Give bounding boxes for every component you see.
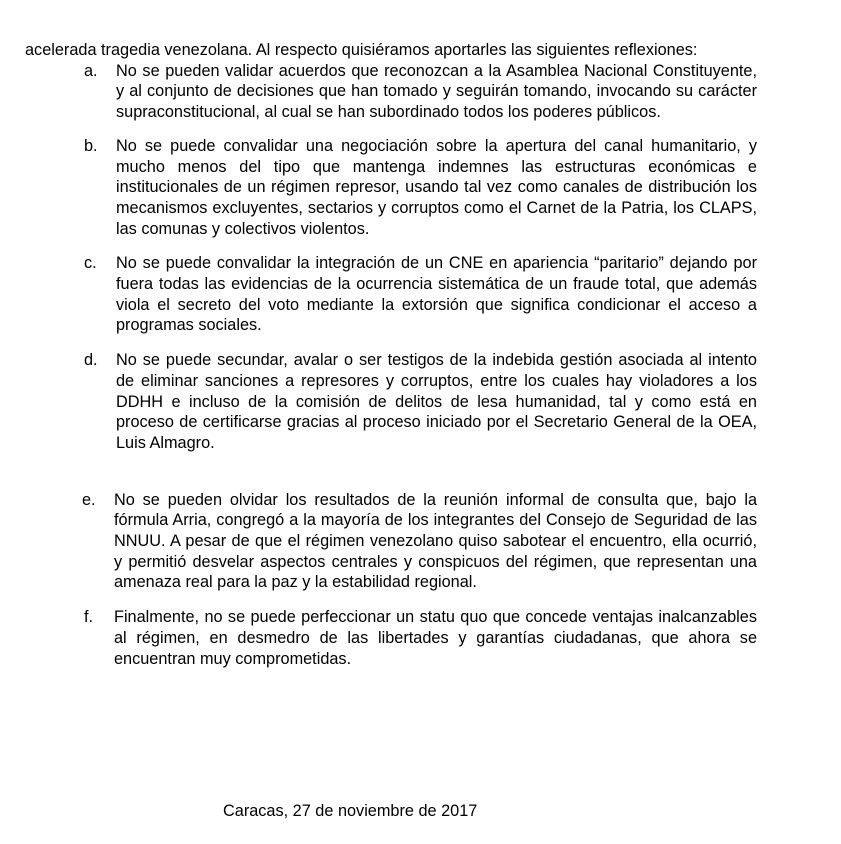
list-item-text: No se puede convalidar la integración de un CNE en apariencia “paritario” dejando por fuera todas las evidencias de la ocurrencia sistemática de un fraude total, que además viola el secreto del voto mediante la extorsión que significa condicionar el acceso a programas sociales.: [116, 254, 757, 335]
list-item: [25, 607, 757, 669]
list-item-text: No se puede convalidar una negociación sobre la apertura del canal humanitario, y mucho menos del tipo que mantenga indemnes las estructuras económicas e institucionales de un régimen represor, usando tal vez como canales de distribución los mecanismos excluyentes, sectarios y corruptos como el Carnet de la Patria, los CLAPS, las comunas y colectivos violentos.: [116, 136, 757, 238]
list-item-text: Finalmente, no se puede perfeccionar un statu quo que concede ventajas inalcanzables al régimen, en desmedro de las libertades y garantías ciudadanas, que ahora se encuentran muy comprometidas.: [114, 608, 757, 668]
list-item: [25, 136, 757, 240]
intro-paragraph: acelerada tragedia venezolana. Al respecto quisiéramos aportarles las siguientes reflexiones:: [25, 41, 698, 59]
list-item-text: No se pueden olvidar los resultados de la reunión informal de consulta que, bajo la fórmula Arria, congregó a la mayoría de los integrantes del Consejo de Seguridad de las NNUU. A pesar de que el régimen venezolano quiso sabotear el encuentro, ella ocurrió, y permitió desvelar aspectos centrales y conspicuos del régimen, que representan una amenaza real para la paz y la estabilidad regional.: [114, 490, 757, 592]
reflections-list: [25, 61, 757, 670]
list-item: [25, 61, 757, 123]
list-item: [25, 490, 757, 594]
list-marker: e.: [82, 490, 96, 509]
list-marker: b.: [84, 136, 98, 155]
list-marker: f.: [84, 608, 94, 627]
list-marker: d.: [84, 351, 98, 370]
list-marker: a.: [84, 61, 98, 80]
closing-date-line: Caracas, 27 de noviembre de 2017: [223, 802, 478, 820]
list-item: [25, 253, 757, 336]
list-item: [25, 350, 757, 454]
document-body: [25, 40, 757, 669]
list-item-text: No se puede secundar, avalar o ser testigos de la indebida gestión asociada al intento de eliminar sanciones a represores y corruptos, entre los cuales hay violadores a los DDHH e incluso de la comisión de delitos de lesa humanidad, tal y como está en proceso de certificarse gracias al proceso iniciado por el Secretario General de la OEA, Luis Almagro.: [116, 351, 757, 452]
list-marker: c.: [84, 254, 97, 273]
list-item-text: No se pueden validar acuerdos que reconozcan a la Asamblea Nacional Constituyente, y al conjunto de decisiones que han tomado y seguirán tomando, invocando su carácter supraconstitucional, al cual se han subordinado todos los poderes públicos.: [116, 61, 757, 122]
